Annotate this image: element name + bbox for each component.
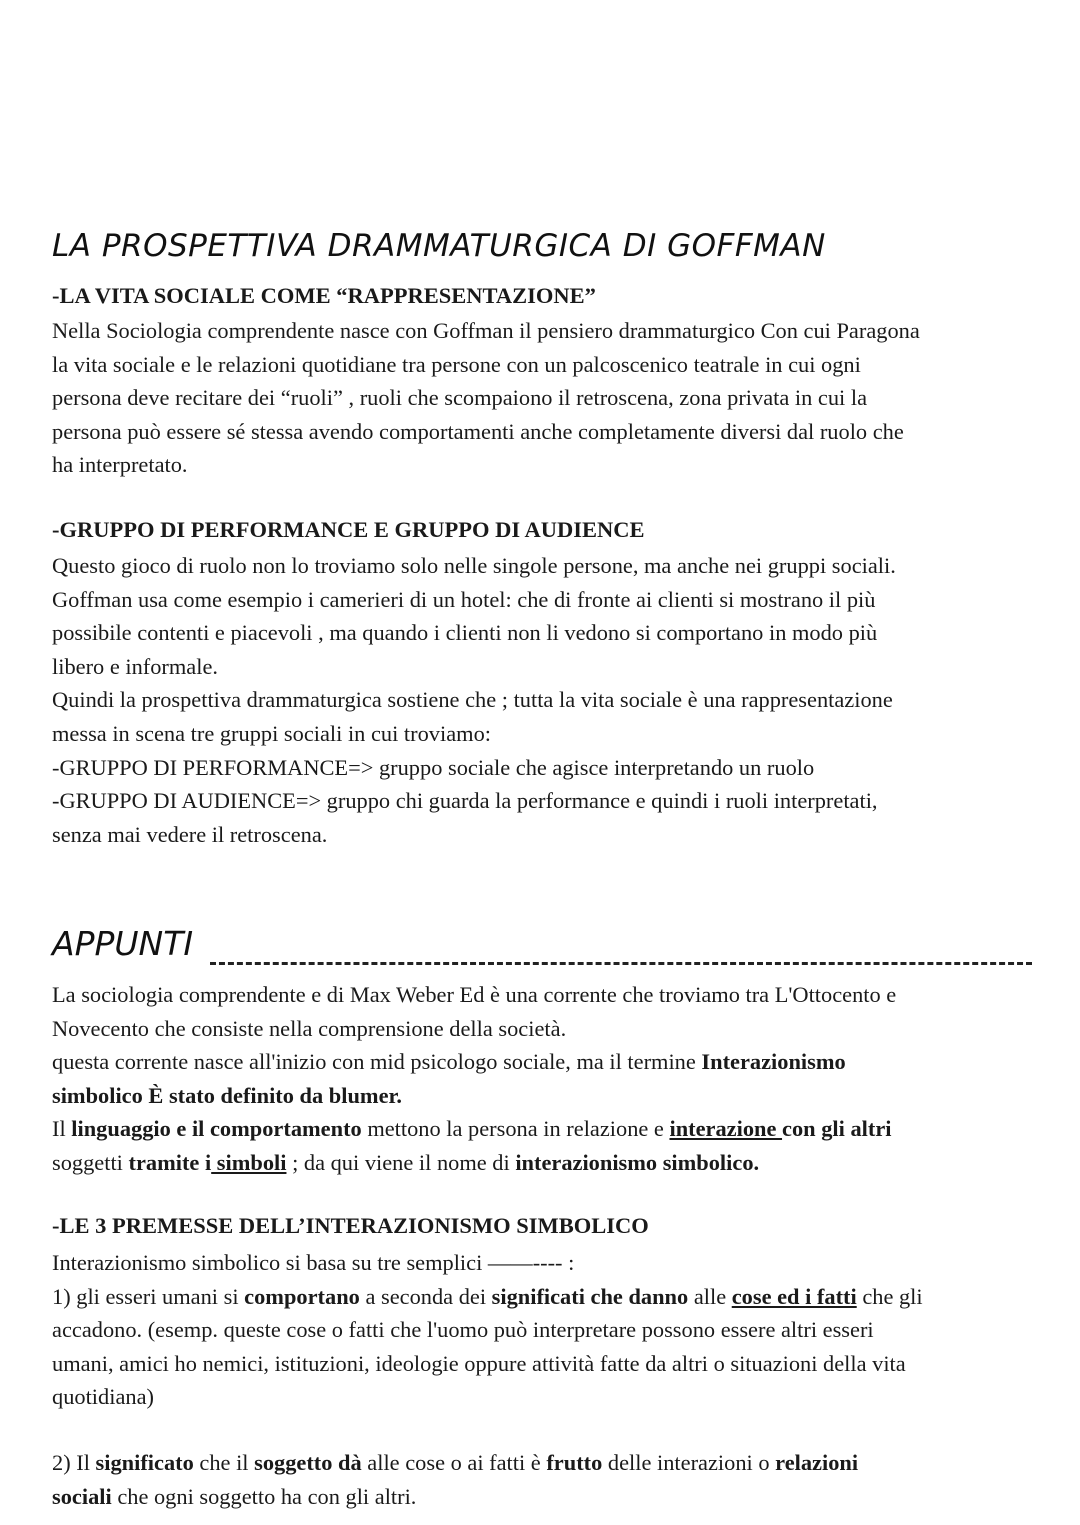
- text-span: soggetti: [52, 1149, 129, 1175]
- text-line: accadono. (esemp. queste cose o fatti che l'uomo può interpretare possono essere altri esseri: [52, 1317, 874, 1343]
- text-span: Il: [52, 1116, 72, 1142]
- text-line: umani, amici ho nemici, istituzioni, ideologie oppure attività fatte da altri o situazioni della vita: [52, 1350, 906, 1376]
- text-line: [52, 1280, 1040, 1314]
- text-span: alle cose o ai fatti è: [361, 1450, 547, 1475]
- text-span: questa corrente nasce all'inizio con mid psicologo sociale, ma il termine: [52, 1049, 702, 1075]
- text-line: [52, 1112, 1040, 1146]
- text-span: 1) gli esseri umani si: [52, 1283, 245, 1309]
- text-span: che ogni soggetto ha con gli altri.: [111, 1483, 417, 1509]
- bold-term: frutto: [546, 1450, 603, 1475]
- text-line: [52, 1480, 1040, 1514]
- text-line: Questo gioco di ruolo non lo troviamo solo nelle singole persone, ma anche nei gruppi sociali.: [52, 553, 896, 578]
- text-line: [52, 1079, 1040, 1113]
- text-line: Interazionismo simbolico si basa su tre semplici ——---- :: [52, 1250, 575, 1275]
- text-line: Novecento che consiste nella comprensione della società.: [52, 1015, 567, 1041]
- underlined-term: interazione: [669, 1116, 783, 1142]
- bold-term: relazioni: [775, 1450, 859, 1475]
- bold-term: Interazionismo: [701, 1049, 846, 1075]
- text-line: Nella Sociologia comprendente nasce con Goffman il pensiero drammaturgico Con cui Paragona: [52, 318, 920, 343]
- text-span: che gli: [856, 1283, 923, 1309]
- text-line: senza mai vedere il retroscena.: [52, 821, 328, 847]
- text-line: La sociologia comprendente e di Max Weber Ed è una corrente che troviamo tra L'Ottocento e: [52, 982, 897, 1007]
- text-span: mettono la persona in relazione e: [361, 1116, 670, 1142]
- paragraph-rappresentazione: [52, 314, 1040, 482]
- text-line: ha interpretato.: [52, 452, 188, 478]
- section-heading-gruppi: -GRUPPO DI PERFORMANCE E GRUPPO DI AUDIENCE: [52, 517, 645, 542]
- paragraph-gruppi: [52, 549, 1040, 851]
- text-span: che il: [193, 1450, 255, 1475]
- underlined-term: simboli: [211, 1149, 287, 1175]
- appunti-title: APPUNTI: [52, 924, 194, 963]
- text-line: [52, 1146, 1040, 1180]
- bold-term: con gli altri: [782, 1116, 892, 1142]
- appunti-header: [52, 924, 1032, 968]
- appunti-underline: [210, 962, 1032, 965]
- text-line: quotidiana): [52, 1384, 154, 1410]
- text-span: a seconda dei: [359, 1283, 492, 1309]
- appunti-body: [52, 978, 1040, 1180]
- bold-term: interazionismo simbolico.: [515, 1149, 760, 1175]
- bold-term: tramite i: [128, 1149, 212, 1175]
- bold-term: linguaggio e il comportamento: [71, 1116, 362, 1142]
- text-span: ; da qui viene il nome di: [286, 1149, 516, 1175]
- text-line: la vita sociale e le relazioni quotidiane tra persone con un palcoscenico teatrale in cui ogni: [52, 351, 861, 377]
- text-line: -GRUPPO DI AUDIENCE=> gruppo chi guarda la performance e quindi i ruoli interpretati,: [52, 788, 878, 814]
- underlined-term: cose ed i fatti: [731, 1283, 857, 1309]
- page-title: LA PROSPETTIVA DRAMMATURGICA DI GOFFMAN: [52, 228, 826, 264]
- text-line: Quindi la prospettiva drammaturgica sostiene che ; tutta la vita sociale è una rappresentazione: [52, 687, 893, 713]
- bold-term: significati che danno: [491, 1283, 689, 1309]
- text-span: alle: [688, 1283, 732, 1309]
- text-line: libero e informale.: [52, 653, 218, 679]
- text-line: messa in scena tre gruppi sociali in cui troviamo:: [52, 720, 491, 746]
- text-line: [52, 1045, 1040, 1079]
- text-line: Goffman usa come esempio i camerieri di un hotel: che di fronte ai clienti si mostrano il più: [52, 586, 876, 612]
- bold-term: significato: [95, 1450, 194, 1475]
- section-heading-rappresentazione: -LA VITA SOCIALE COME “RAPPRESENTAZIONE”: [52, 283, 596, 308]
- bold-term: simbolico È stato definito da blumer.: [52, 1082, 402, 1108]
- text-line: possibile contenti e piacevoli , ma quando i clienti non li vedono si comportano in modo più: [52, 620, 878, 646]
- text-line: persona può essere sé stessa avendo comportamenti anche completamente diversi dal ruolo che: [52, 418, 904, 444]
- paragraph-premessa-2: [52, 1446, 1040, 1513]
- text-span: delle interazioni o: [602, 1450, 776, 1475]
- text-line: -GRUPPO DI PERFORMANCE=> gruppo sociale che agisce interpretando un ruolo: [52, 754, 815, 780]
- bold-term: comportano: [244, 1283, 360, 1309]
- bold-term: sociali: [52, 1483, 112, 1509]
- bold-term: soggetto dà: [254, 1450, 362, 1475]
- paragraph-premesse: [52, 1246, 1040, 1414]
- text-span: 2) Il: [52, 1450, 96, 1475]
- text-line: [52, 1446, 1040, 1480]
- section-heading-premesse: -LE 3 PREMESSE DELL’INTERAZIONISMO SIMBOLICO: [52, 1213, 649, 1238]
- text-line: persona deve recitare dei “ruoli” , ruoli che scompaiono il retroscena, zona privata in cui la: [52, 385, 868, 411]
